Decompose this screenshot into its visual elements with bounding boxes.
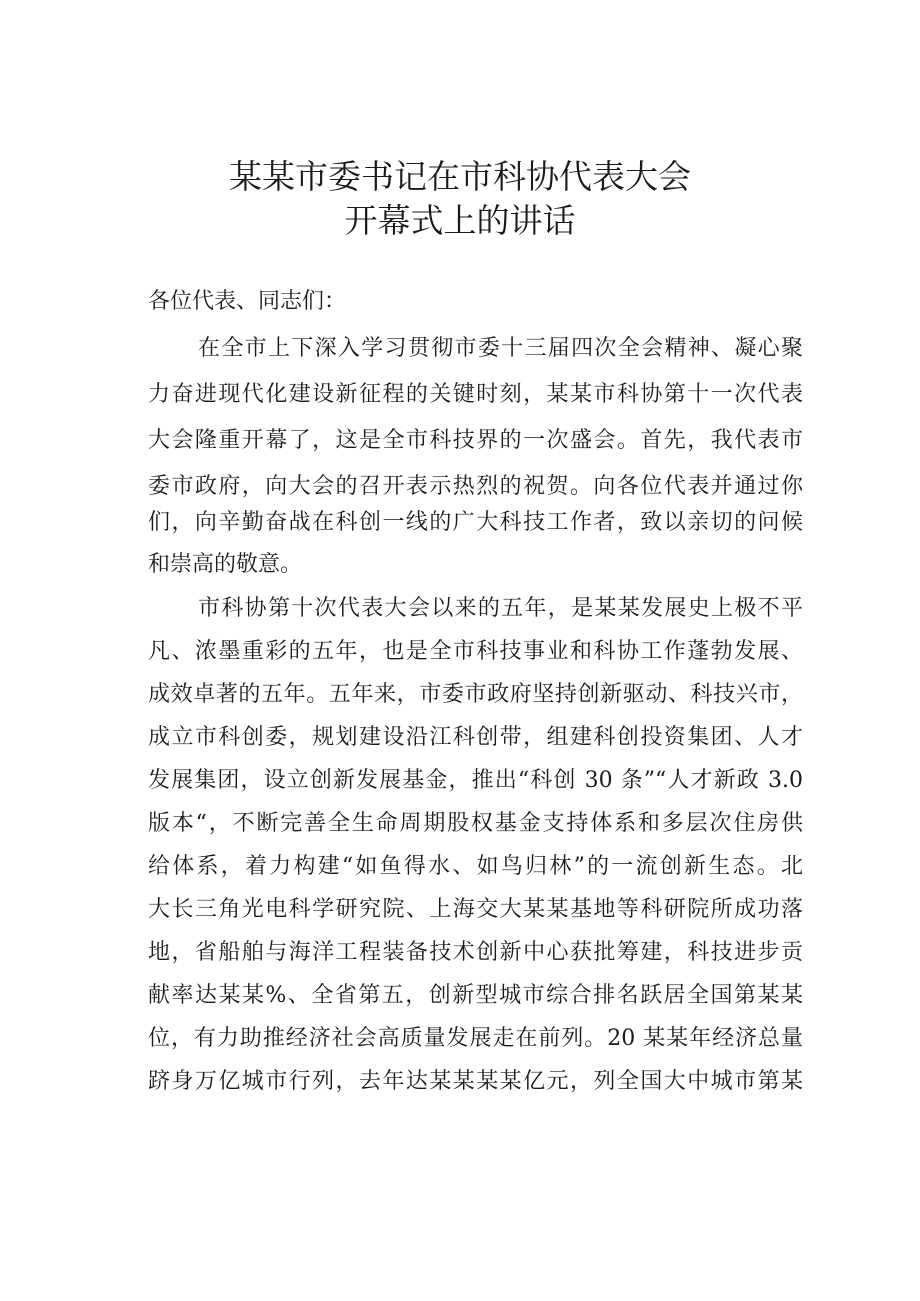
paragraph-line: 献率达某某%、全省第五，创新型城市综合排名跃居全国第某某 <box>148 983 803 1008</box>
paragraph-line: 大长三角光电科学研究院、上海交大某某基地等科研院所成功落 <box>148 897 803 922</box>
paragraph-line: 成立市科创委，规划建设沿江科创带，组建科创投资集团、人才 <box>148 725 803 750</box>
paragraph-line: 位，有力助推经济社会高质量发展走在前列。20 某某年经济总量 <box>148 1026 803 1051</box>
paragraph-line: 发展集团，设立创新发展基金，推出“科创 30 条”“人才新政 3.0 <box>148 768 803 793</box>
salutation: 各位代表、同志们： <box>148 289 347 314</box>
paragraph-line: 跻身万亿城市行列，去年达某某某某亿元，列全国大中城市第某 <box>148 1069 803 1094</box>
paragraph-line: 版本“，不断完善全生命周期股权基金支持体系和多层次住房供 <box>148 811 803 836</box>
document-title-line-1: 某某市委书记在市科协代表大会 <box>229 157 691 196</box>
paragraph-line: 凡、浓墨重彩的五年，也是全市科技事业和科协工作蓬勃发展、 <box>148 639 803 664</box>
paragraph-line: 委市政府，向大会的召开表示热烈的祝贺。向各位代表并通过你 <box>148 474 803 499</box>
paragraph-line: 力奋进现代化建设新征程的关键时刻，某某市科协第十一次代表 <box>148 382 803 407</box>
paragraph-line: 在全市上下深入学习贯彻市委十三届四次全会精神、凝心聚 <box>198 336 803 361</box>
document-title-line-2: 开幕式上的讲话 <box>344 201 576 240</box>
paragraph-line: 市科协第十次代表大会以来的五年，是某某发展史上极不平 <box>198 596 803 621</box>
paragraph-line: 大会隆重开幕了，这是全市科技界的一次盛会。首先，我代表市 <box>148 428 803 453</box>
paragraph-line: 给体系，着力构建“如鱼得水、如鸟归林”的一流创新生态。北 <box>148 854 803 879</box>
paragraph-line: 成效卓著的五年。五年来，市委市政府坚持创新驱动、科技兴市， <box>148 682 803 707</box>
paragraph-line: 们，向辛勤奋战在科创一线的广大科技工作者，致以亲切的问候 <box>148 510 803 535</box>
paragraph-line: 地，省船舶与海洋工程装备技术创新中心获批筹建，科技进步贡 <box>148 940 803 965</box>
paragraph-line: 和崇高的敬意。 <box>148 552 303 577</box>
